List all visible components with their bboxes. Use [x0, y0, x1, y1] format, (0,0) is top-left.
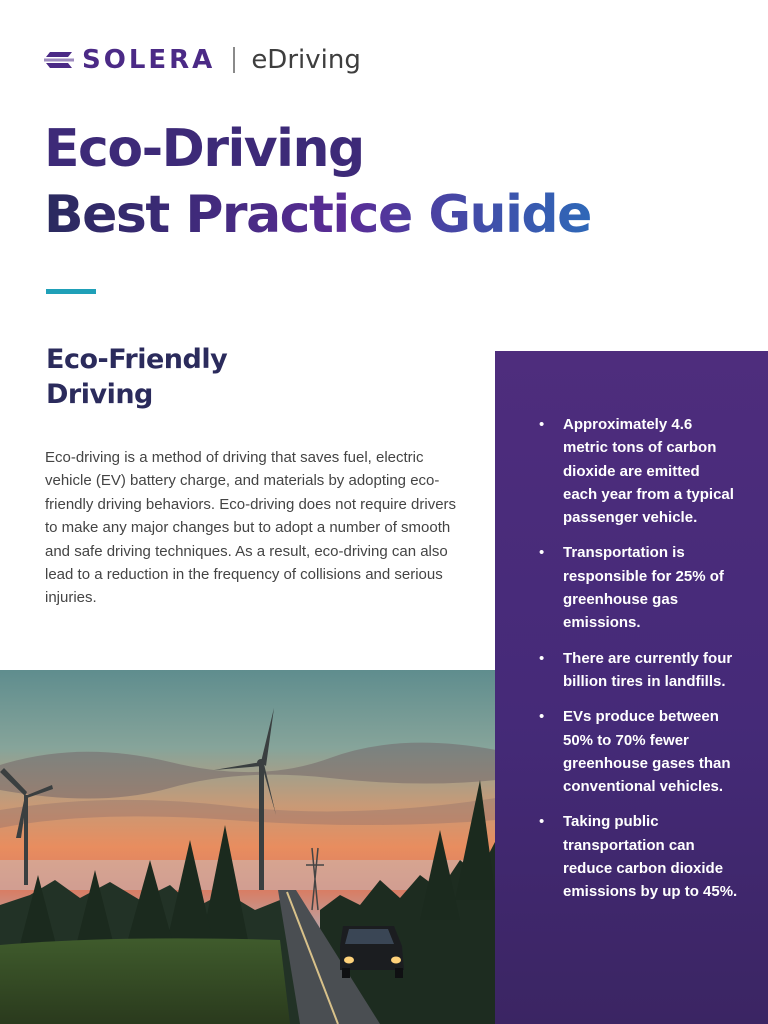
list-item	[495, 541, 768, 634]
fact-text: Taking public transportation can reduce carbon dioxide emissions by up to 45%.	[563, 813, 738, 901]
section-body: Eco-driving is a method of driving that saves fuel, electric vehicle (EV) battery charge, and materials by adopting eco-friendly driving behaviors. Eco-driving does not require drivers to make any major changes but to adopt a number of smooth and safe driving techniques. As a result, eco-driving can also lead to a reduction in the frequency of collisions and serious injuries.	[45, 449, 457, 607]
bullet-icon: •	[539, 708, 545, 726]
list-item	[495, 810, 768, 903]
facts-list	[495, 413, 768, 916]
brand-name: SOLERA	[82, 45, 216, 75]
fact-text: There are currently four billion tires in landfills.	[563, 649, 733, 690]
list-item	[495, 413, 768, 529]
accent-divider	[46, 289, 96, 294]
list-item	[495, 705, 768, 798]
section-heading-line-2: Driving	[46, 379, 153, 410]
logo-divider	[233, 47, 235, 73]
page-title	[44, 116, 591, 248]
bullet-icon: •	[539, 544, 545, 562]
section-heading	[46, 342, 227, 412]
list-item	[495, 647, 768, 694]
brand-logo	[44, 44, 361, 76]
fact-text: Transportation is responsible for 25% of greenhouse gas emissions.	[563, 544, 724, 632]
fact-text: EVs produce between 50% to 70% fewer greenhouse gases than conventional vehicles.	[563, 708, 731, 796]
title-line-2: Best Practice Guide	[44, 182, 591, 248]
section-heading-line-1: Eco-Friendly	[46, 344, 228, 375]
bullet-icon: •	[539, 813, 545, 831]
wind-turbine-road-photo	[0, 670, 496, 1024]
bullet-icon: •	[539, 416, 545, 433]
facts-panel	[495, 351, 768, 1024]
product-name: eDriving	[251, 45, 361, 75]
solera-logo-mark-icon	[44, 48, 74, 72]
bullet-icon: •	[539, 649, 545, 667]
title-line-1: Eco-Driving	[44, 119, 364, 179]
fact-text: Approximately 4.6 metric tons of carbon dioxide are emitted each year from a typical passenger vehicle.	[563, 416, 734, 527]
